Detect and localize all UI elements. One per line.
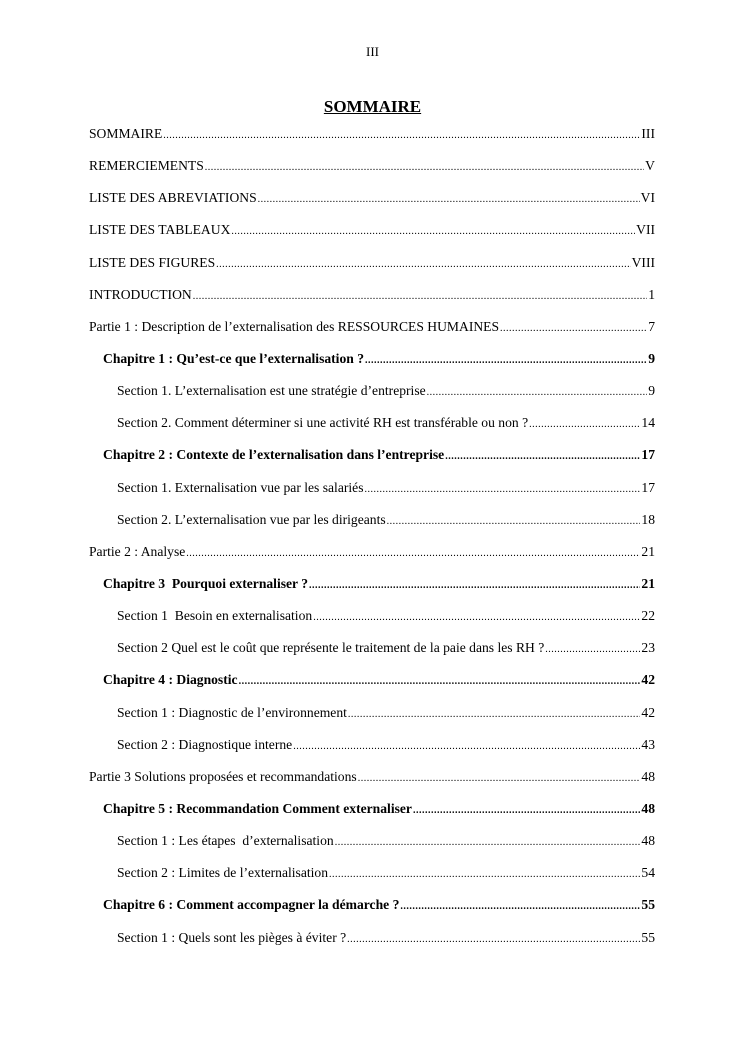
toc-entry[interactable]	[89, 475, 655, 507]
toc-entry-page: 9	[648, 383, 655, 399]
toc-entry-label: Chapitre 4 : Diagnostic	[103, 672, 238, 688]
toc-entry-page: 18	[641, 511, 655, 527]
toc-entry-label: Chapitre 1 : Qu’est-ce que l’externalisation ?	[103, 350, 365, 366]
toc-entry-page: III	[641, 126, 655, 141]
toc-entry-page: 42	[641, 672, 655, 688]
toc-entry[interactable]	[89, 507, 655, 539]
toc-entry-label: Partie 2 : Analyse	[89, 543, 186, 559]
toc-entry[interactable]	[89, 860, 655, 892]
toc-entry-page: 17	[641, 447, 655, 463]
toc-entry-label: INTRODUCTION	[89, 286, 192, 302]
toc-entry-page: VI	[640, 190, 655, 206]
toc-entry-page: 23	[641, 640, 655, 656]
toc-entry-page: 42	[641, 704, 655, 720]
toc-entry-label: Chapitre 5 : Recommandation Comment externaliser	[103, 800, 412, 816]
toc-dot-leader	[529, 412, 640, 438]
toc-entry-page: 1	[648, 286, 655, 302]
toc-entry[interactable]	[89, 121, 655, 153]
toc-dot-leader	[163, 123, 640, 149]
toc-dot-leader	[205, 155, 644, 181]
toc-dot-leader	[500, 316, 647, 342]
toc-entry-label: SOMMAIRE	[89, 126, 163, 141]
toc-dot-leader	[427, 380, 648, 406]
toc-entry-page: 48	[641, 768, 655, 784]
toc-entry-label: REMERCIEMENTS	[89, 158, 204, 174]
toc-entry-page: 21	[641, 575, 655, 591]
page-title: SOMMAIRE	[323, 97, 422, 116]
toc-dot-leader	[347, 927, 640, 953]
toc-entry-page: 43	[641, 736, 655, 752]
toc-entry-page: VII	[636, 222, 655, 238]
toc-entry-page: 48	[641, 833, 655, 849]
toc-entry[interactable]	[89, 828, 655, 860]
toc-entry-page: 55	[641, 897, 655, 913]
toc-entry[interactable]	[89, 667, 655, 699]
toc-entry-page: 14	[641, 415, 655, 431]
toc-entry[interactable]	[89, 796, 655, 828]
toc-entry-label: Partie 1 : Description de l’externalisation des RESSOURCES HUMAINES	[89, 318, 500, 334]
toc-dot-leader	[186, 541, 640, 567]
toc-dot-leader	[400, 894, 640, 920]
toc-dot-leader	[258, 187, 640, 213]
toc-entry[interactable]	[89, 346, 655, 378]
toc-entry-page: 21	[641, 543, 655, 559]
toc-entry[interactable]	[89, 603, 655, 635]
toc-dot-leader	[216, 252, 630, 278]
toc-entry-label: Section 2 : Diagnostique interne	[117, 736, 293, 752]
toc-dot-leader	[348, 702, 641, 728]
toc-dot-leader	[329, 862, 640, 888]
toc-entry-label: Chapitre 2 : Contexte de l’externalisation dans l’entreprise	[103, 447, 445, 463]
toc-entry[interactable]	[89, 571, 655, 603]
toc-entry-page: 54	[641, 865, 655, 881]
toc-entry-page: VIII	[631, 254, 655, 270]
toc-dot-leader	[313, 605, 640, 631]
toc-dot-leader	[413, 798, 640, 824]
toc-entry-label: Partie 3 Solutions proposées et recommandations	[89, 768, 357, 784]
toc-entry-label: Section 1. L’externalisation est une stratégie d’entreprise	[117, 383, 426, 399]
toc-dot-leader	[231, 219, 635, 245]
toc-entry-page: 17	[641, 479, 655, 495]
toc-entry[interactable]	[89, 153, 655, 185]
toc-entry[interactable]	[89, 282, 655, 314]
toc-entry[interactable]	[89, 442, 655, 474]
toc-dot-leader	[309, 573, 640, 599]
toc-entry-label: Section 1. Externalisation vue par les salariés	[117, 479, 364, 495]
toc-entry[interactable]	[89, 410, 655, 442]
table-of-contents	[89, 121, 655, 957]
toc-entry[interactable]	[89, 892, 655, 924]
toc-entry-label: Section 1 : Diagnostic de l’environnement	[117, 704, 347, 720]
toc-entry-label: LISTE DES ABREVIATIONS	[89, 190, 257, 206]
toc-dot-leader	[335, 830, 641, 856]
toc-entry-label: Section 2. L’externalisation vue par les dirigeants	[117, 511, 386, 527]
toc-dot-leader	[545, 637, 640, 663]
toc-entry-page: 7	[648, 318, 655, 334]
toc-entry[interactable]	[89, 764, 655, 796]
toc-entry[interactable]	[89, 539, 655, 571]
toc-entry-label: Chapitre 3 Pourquoi externaliser ?	[103, 575, 309, 591]
toc-dot-leader	[445, 444, 640, 470]
toc-entry-label: LISTE DES TABLEAUX	[89, 222, 231, 238]
toc-entry[interactable]	[89, 217, 655, 249]
toc-entry[interactable]	[89, 250, 655, 282]
toc-entry[interactable]	[89, 314, 655, 346]
toc-entry-label: LISTE DES FIGURES	[89, 254, 216, 270]
toc-entry[interactable]	[89, 378, 655, 410]
toc-entry[interactable]	[89, 185, 655, 217]
toc-entry-label: Section 2 Quel est le coût que représente le traitement de la paie dans les RH ?	[117, 640, 545, 656]
toc-entry-label: Section 2. Comment déterminer si une activité RH est transférable ou non ?	[117, 415, 529, 431]
toc-entry-label: Section 1 : Quels sont les pièges à éviter ?	[117, 929, 347, 945]
toc-entry-page: V	[645, 158, 655, 174]
toc-entry-label: Section 1 : Les étapes d’externalisation	[117, 833, 334, 849]
toc-entry-page: 22	[641, 608, 655, 624]
toc-dot-leader	[293, 734, 640, 760]
toc-entry-label: Section 2 : Limites de l’externalisation	[117, 865, 329, 881]
toc-dot-leader	[365, 477, 641, 503]
toc-entry-label: Section 1 Besoin en externalisation	[117, 608, 313, 624]
toc-entry-page: 48	[641, 800, 655, 816]
toc-dot-leader	[358, 766, 641, 792]
toc-entry-page: 55	[641, 929, 655, 945]
page-number: III	[366, 44, 379, 59]
toc-entry-label: Chapitre 6 : Comment accompagner la démarche ?	[103, 897, 400, 913]
toc-dot-leader	[365, 348, 647, 374]
toc-dot-leader	[387, 509, 641, 535]
toc-entry-page: 9	[648, 350, 655, 366]
toc-entry[interactable]	[89, 925, 655, 957]
toc-entry[interactable]	[89, 635, 655, 667]
toc-entry[interactable]	[89, 732, 655, 764]
toc-entry[interactable]	[89, 700, 655, 732]
toc-dot-leader	[193, 284, 648, 310]
toc-dot-leader	[239, 669, 641, 695]
